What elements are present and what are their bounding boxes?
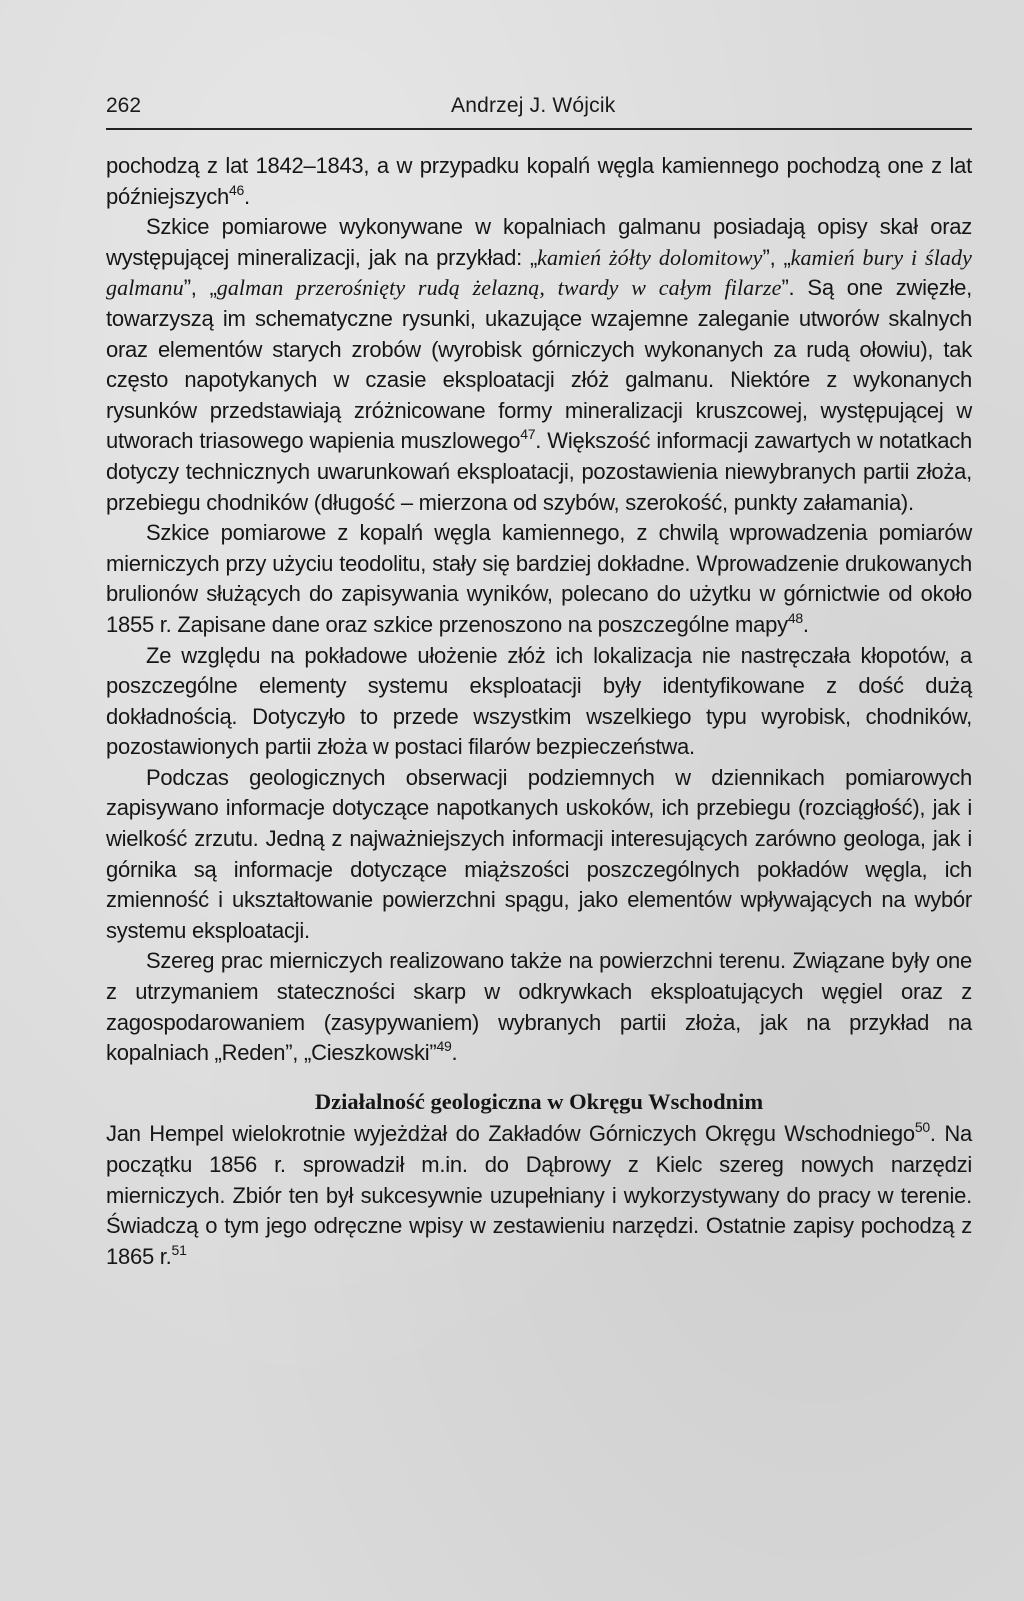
text-run: ”, „: [183, 275, 217, 301]
running-header: [106, 94, 972, 130]
footnote-marker: 51: [171, 1241, 187, 1258]
body-text: [106, 151, 972, 1272]
paragraph: [106, 151, 972, 212]
footnote-marker: 48: [787, 609, 803, 626]
text-run: .: [244, 183, 250, 209]
text-run: . Większość informacji zawartych w notatkach dotyczy technicznych uwarunkowań eksploatacji, pozostawienia niewybranych partii złoża, przebiegu chodników (długość – mierzona od szybów, szerokość, punkty załamania).: [106, 428, 972, 515]
paragraph: [106, 518, 972, 640]
paragraph: [106, 212, 972, 518]
text-run: Szkice pomiarowe z kopalń węgla kamiennego, z chwilą wprowadzenia pomiarów mierniczych przy użyciu teodolitu, stały się bardziej dokładne. Wprowadzenie drukowanych brulionów służących do zapisywania wyników, polecano do użytku w górnictwie od około 1855 r. Zapisane dane oraz szkice przenoszono na poszczególne mapy: [106, 520, 972, 637]
footnote-marker: 50: [914, 1119, 930, 1136]
paragraph: [106, 763, 972, 947]
paragraph: [106, 946, 972, 1068]
text-run: . Na początku 1856 r. sprowadził m.in. do Dąbrowy z Kielc szereg nowych narzędzi mierniczych. Zbiór ten był sukcesywnie uzupełniany i wykorzystywany do pracy w terenie. Świadczą o tym jego odręczne wpisy w zestawieniu narzędzi. Ostatnie zapisy pochodzą z 1865 r.: [106, 1121, 972, 1269]
paragraph: [106, 1119, 972, 1272]
text-run: ”, „: [762, 244, 791, 270]
footnote-marker: 47: [520, 426, 536, 443]
italic-quote: galman przerośnięty rudą żelazną, twardy w całym filarze: [216, 275, 782, 301]
italic-quote: kamień bury i ślady galmanu: [106, 244, 972, 301]
running-head-author: Andrzej J. Wójcik: [451, 94, 616, 117]
footnote-marker: 49: [436, 1038, 452, 1055]
text-run: ”. Są one zwięzłe, towarzyszą im schematyczne rysunki, ukazujące wzajemne zaleganie utworów skalnych oraz elementów starych zrobów (wyrobisk górniczych wykonanych za rudą ołowiu), tak często napotykanych w czasie eksploatacji złóż galmanu. Niektóre z wykonanych rysunków przedstawiają zróżnicowane formy mineralizacji kruszcowej, występującej w utworach triasowego wapienia muszlowego: [106, 275, 972, 454]
text-run: Ze względu na pokładowe ułożenie złóż ich lokalizacja nie nastręczała kłopotów, a poszczególne elementy systemu eksploatacji były identyfikowane z dość dużą dokładnością. Dotyczyło to przede wszystkim wszelkiego typu wyrobisk, chodników, pozostawionych partii złoża w postaci filarów bezpieczeństwa.: [106, 642, 972, 760]
text-run: pochodzą z lat 1842–1843, a w przypadku kopalń węgla kamiennego pochodzą one z lat późniejszych: [106, 153, 972, 209]
page-number: 262: [106, 94, 142, 117]
paragraph: [106, 641, 972, 763]
text-run: .: [451, 1040, 458, 1066]
text-run: Jan Hempel wielokrotnie wyjeżdżał do Zakładów Górniczych Okręgu Wschodniego: [106, 1121, 915, 1147]
text-run: Szereg prac mierniczych realizowano także na powierzchni terenu. Związane były one z utrzymaniem stateczności skarp w odkrywkach eksploatujących węgiel oraz z zagospodarowaniem (zasypywaniem) wybranych partii złoża, jak na przykład na kopalniach „Reden”, „Cieszkowski”: [106, 948, 972, 1066]
text-run: .: [802, 611, 809, 637]
footnote-marker: 46: [228, 181, 245, 198]
section-heading: Działalność geologiczna w Okręgu Wschodnim: [314, 1088, 764, 1114]
text-run: Podczas geologicznych obserwacji podziemnych w dziennikach pomiarowych zapisywano informacje dotyczące napotkanych uskoków, ich przebiegu (rozciągłość), jak i wielkość zrzutu. Jedną z najważniejszych informacji interesujących zarówno geologa, jak i górnika są informacje dotyczące miąższości poszczególnych pokładów węgla, ich zmienność i ukształtowanie powierzchni spągu, jako elementów wpływających na wybór systemu eksploatacji.: [106, 764, 972, 943]
text-run: Szkice pomiarowe wykonywane w kopalniach galmanu posiadają opisy skał oraz występującej mineralizacji, jak na przykład: „: [106, 214, 972, 270]
italic-quote: kamień żółty dolomitowy: [537, 244, 763, 270]
